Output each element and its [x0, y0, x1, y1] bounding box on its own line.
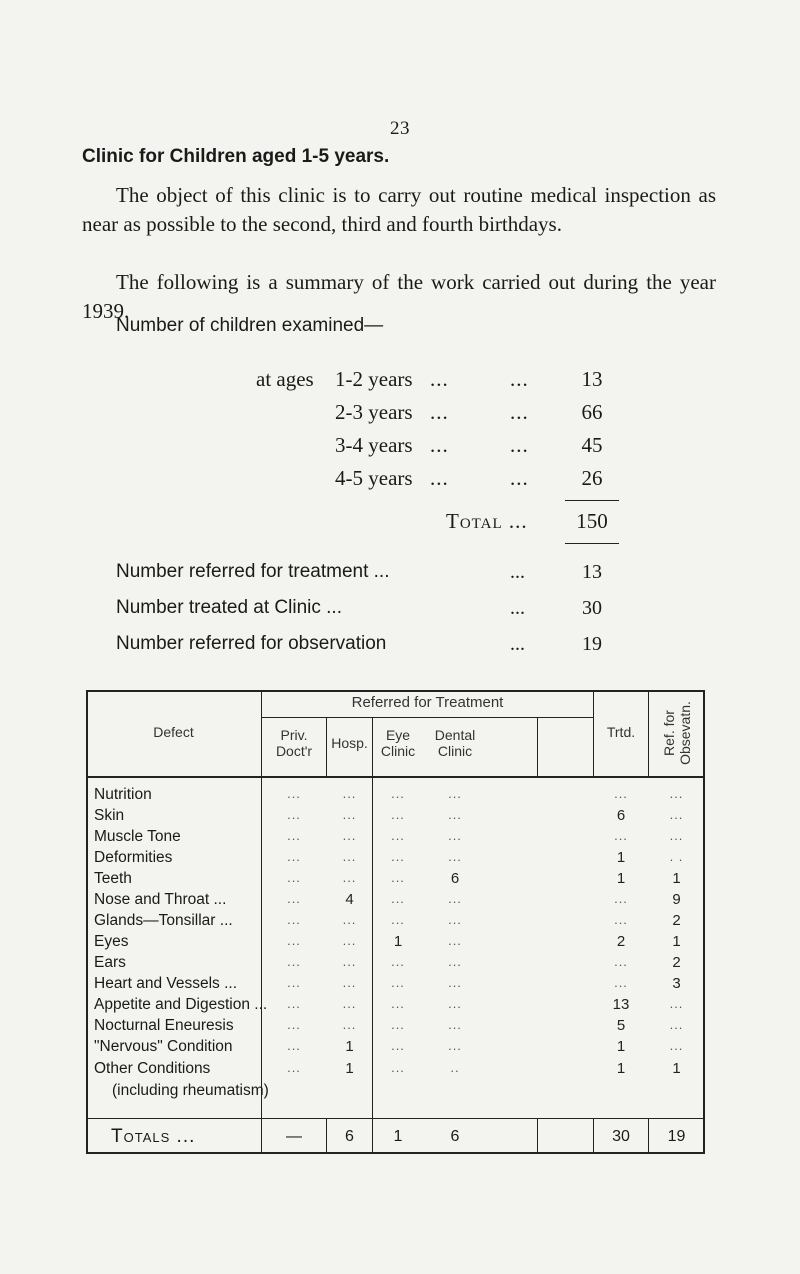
referral-label: Number referred for treatment ...	[116, 561, 390, 582]
cell-dental: ...	[448, 786, 462, 801]
cell-dental: ...	[448, 849, 462, 864]
defect-label: Teeth	[94, 870, 132, 887]
age-row	[0, 466, 800, 492]
referral-row	[0, 561, 800, 589]
cell-obs: 1	[672, 870, 681, 887]
defect-label: "Nervous" Condition	[94, 1038, 233, 1055]
defect-label: Nocturnal Eneuresis	[94, 1017, 234, 1034]
cell-trtd: 2	[616, 933, 626, 950]
totals-divider	[86, 1118, 705, 1119]
header-priv	[262, 727, 326, 759]
cell-obs: ...	[669, 1017, 684, 1032]
cell-obs: 2	[672, 954, 681, 971]
cell-trtd: ...	[614, 954, 628, 969]
cell-trtd: ...	[614, 912, 628, 927]
age-row	[0, 433, 800, 459]
leader-dots: ...	[430, 433, 449, 457]
totals-row	[86, 1120, 705, 1154]
total-row	[0, 509, 800, 535]
leader-dots: ...	[430, 466, 449, 490]
cell-priv: ...	[287, 891, 301, 906]
table-row	[86, 870, 705, 890]
age-label: 3-4 years	[335, 433, 413, 457]
cell-hosp: ...	[342, 954, 357, 969]
cell-hosp: ...	[342, 786, 357, 801]
header-dental	[427, 727, 483, 759]
cell-hosp: ...	[342, 807, 357, 822]
totals-label: Totals ...	[111, 1126, 196, 1147]
leader-dots: ...	[430, 367, 449, 391]
defects-table	[86, 690, 705, 1154]
table-row	[86, 996, 705, 1016]
table-row	[86, 912, 705, 932]
leader-dots: ...	[510, 433, 529, 457]
age-count: 45	[581, 433, 603, 457]
header-defect: Defect	[153, 724, 194, 740]
cell-priv: ...	[287, 975, 301, 990]
cell-obs: ...	[669, 828, 684, 843]
header-ref-obs	[648, 690, 705, 776]
cell-obs: ...	[669, 1038, 684, 1053]
header-priv-line2: Doct'r	[275, 743, 313, 759]
totals-obs: 19	[667, 1128, 686, 1145]
examined-label: Number of children examined—	[116, 315, 384, 336]
cell-hosp: ...	[342, 996, 357, 1011]
cell-hosp: ...	[342, 870, 357, 885]
cell-dental: ...	[448, 828, 462, 843]
cell-eye: ...	[391, 849, 405, 864]
leader-dots: ...	[510, 367, 529, 391]
table-row	[86, 1082, 705, 1102]
defect-label: Muscle Tone	[94, 828, 181, 845]
cell-dental: ...	[448, 1038, 462, 1053]
cell-trtd: 1	[616, 1038, 626, 1055]
totals-eye: 1	[393, 1128, 403, 1145]
totals-trtd: 30	[612, 1128, 630, 1145]
referral-value: 19	[582, 633, 602, 655]
cell-trtd: ...	[614, 828, 628, 843]
cell-priv: ...	[287, 996, 301, 1011]
cell-eye: ...	[391, 996, 405, 1011]
referral-row	[0, 633, 800, 661]
table-border-top	[86, 690, 705, 692]
cell-priv: ...	[287, 828, 301, 843]
defect-label: Appetite and Digestion ...	[94, 996, 268, 1013]
cell-hosp: 4	[345, 891, 354, 908]
defect-label: Deformities	[94, 849, 173, 866]
header-referred: Referred for Treatment	[351, 694, 504, 711]
cell-eye: ...	[391, 828, 405, 843]
group-divider	[261, 717, 593, 718]
age-count: 26	[581, 466, 603, 490]
defect-label: Nose and Throat ...	[94, 891, 227, 908]
cell-dental: ...	[448, 807, 462, 822]
leader-dots: ...	[510, 597, 525, 619]
cell-priv: ...	[287, 954, 301, 969]
header-ref-obs-line1: Ref. for	[660, 710, 677, 756]
cell-eye: ...	[391, 786, 405, 801]
header-hosp: Hosp.	[331, 735, 368, 751]
table-row	[86, 849, 705, 869]
cell-obs: . .	[669, 849, 684, 864]
cell-trtd: 1	[616, 1060, 626, 1077]
cell-trtd: 1	[616, 849, 626, 866]
defect-label: Ears	[94, 954, 126, 971]
cell-priv: ...	[287, 1017, 301, 1032]
header-dental-line2: Clinic	[437, 743, 473, 759]
cell-hosp: ...	[342, 828, 357, 843]
table-row	[86, 975, 705, 995]
cell-obs: 1	[672, 1060, 681, 1077]
totals-hosp: 6	[345, 1128, 354, 1145]
summary-paragraph: The following is a summary of the work carried out during the year 1939.	[82, 270, 716, 323]
cell-hosp: 1	[345, 1060, 354, 1077]
cell-dental: ..	[450, 1060, 460, 1075]
cell-hosp: ...	[342, 933, 357, 948]
cell-trtd: ...	[614, 786, 628, 801]
cell-eye: ...	[391, 870, 405, 885]
cell-eye: ...	[391, 807, 405, 822]
referral-label: Number treated at Clinic ...	[116, 597, 342, 618]
age-label: 1-2 years	[335, 367, 413, 391]
cell-hosp: ...	[342, 975, 357, 990]
table-row	[86, 1060, 705, 1080]
cell-priv: ...	[287, 912, 301, 927]
cell-priv: ...	[287, 1060, 301, 1075]
defect-label: (including rheumatism)	[112, 1082, 269, 1099]
cell-trtd: 1	[616, 870, 626, 887]
totals-priv: —	[286, 1128, 302, 1145]
cell-trtd: ...	[614, 975, 628, 990]
cell-obs: 2	[672, 912, 681, 929]
page-number: 23	[390, 118, 410, 139]
total-count: 150	[576, 509, 608, 533]
cell-obs: 9	[672, 891, 681, 908]
table-row	[86, 891, 705, 911]
cell-dental: ...	[448, 912, 462, 927]
cell-eye: 1	[393, 933, 403, 950]
age-label: 2-3 years	[335, 400, 413, 424]
cell-eye: ...	[391, 1060, 405, 1075]
cell-trtd: 5	[616, 1017, 626, 1034]
age-row	[0, 400, 800, 426]
cell-dental: ...	[448, 975, 462, 990]
header-divider	[86, 776, 705, 778]
cell-obs: ...	[669, 996, 684, 1011]
totals-dental: 6	[450, 1128, 460, 1145]
cell-priv: ...	[287, 870, 301, 885]
referral-label: Number referred for observation	[116, 633, 387, 654]
leader-dots: ...	[510, 633, 525, 655]
intro-paragraph: The object of this clinic is to carry out routine medical inspection as near as possible to the second, third and fourth birthdays.	[82, 183, 716, 236]
cell-hosp: ...	[342, 1017, 357, 1032]
referral-value: 13	[582, 561, 602, 583]
defect-label: Other Conditions	[94, 1060, 211, 1077]
cell-dental: ...	[448, 954, 462, 969]
cell-obs: 3	[672, 975, 681, 992]
age-label: 4-5 years	[335, 466, 413, 490]
defect-label: Skin	[94, 807, 125, 824]
cell-priv: ...	[287, 807, 301, 822]
cell-dental: 6	[450, 870, 460, 887]
cell-eye: ...	[391, 1038, 405, 1053]
table-row	[86, 1038, 705, 1058]
total-label: Total ...	[446, 509, 528, 533]
cell-priv: ...	[287, 786, 301, 801]
referral-row	[0, 597, 800, 625]
leader-dots: ...	[510, 400, 529, 424]
table-row	[86, 1017, 705, 1037]
divider	[565, 543, 619, 544]
defect-label: Glands—Tonsillar ...	[94, 912, 233, 929]
cell-eye: ...	[391, 912, 405, 927]
col-divider	[537, 717, 538, 777]
cell-eye: ...	[391, 1017, 405, 1032]
cell-obs: ...	[669, 807, 684, 822]
cell-hosp: ...	[342, 849, 357, 864]
section-heading: Clinic for Children aged 1-5 years.	[82, 146, 390, 167]
cell-trtd: 6	[616, 807, 626, 824]
cell-dental: ...	[448, 891, 462, 906]
header-eye	[373, 727, 423, 759]
header-dental-line1: Dental	[434, 727, 476, 743]
cell-dental: ...	[448, 933, 462, 948]
defect-label: Heart and Vessels ...	[94, 975, 238, 992]
table-row	[86, 933, 705, 953]
table-row	[86, 954, 705, 974]
defect-label: Eyes	[94, 933, 129, 950]
header-eye-line1: Eye	[385, 727, 411, 743]
age-row	[0, 367, 800, 393]
leader-dots: ...	[510, 466, 529, 490]
cell-priv: ...	[287, 849, 301, 864]
cell-eye: ...	[391, 975, 405, 990]
header-priv-line1: Priv.	[280, 727, 308, 743]
cell-trtd: 13	[612, 996, 630, 1013]
age-count: 13	[581, 367, 603, 391]
header-trtd: Trtd.	[606, 724, 636, 740]
age-count: 66	[581, 400, 603, 424]
table-row	[86, 786, 705, 806]
header-ref-obs-line2: Obsevatn.	[676, 701, 693, 765]
divider	[565, 500, 619, 501]
cell-obs: ...	[669, 786, 684, 801]
cell-priv: ...	[287, 1038, 301, 1053]
table-row	[86, 807, 705, 827]
age-prefix: at ages	[256, 367, 314, 391]
cell-dental: ...	[448, 996, 462, 1011]
cell-eye: ...	[391, 954, 405, 969]
cell-hosp: ...	[342, 912, 357, 927]
cell-dental: ...	[448, 1017, 462, 1032]
table-row	[86, 828, 705, 848]
cell-eye: ...	[391, 891, 405, 906]
header-eye-line2: Clinic	[380, 743, 416, 759]
cell-obs: 1	[672, 933, 681, 950]
cell-priv: ...	[287, 933, 301, 948]
defect-label: Nutrition	[94, 786, 152, 803]
leader-dots: ...	[430, 400, 449, 424]
cell-hosp: 1	[345, 1038, 354, 1055]
cell-trtd: ...	[614, 891, 628, 906]
referral-value: 30	[582, 597, 602, 619]
leader-dots: ...	[510, 561, 525, 583]
